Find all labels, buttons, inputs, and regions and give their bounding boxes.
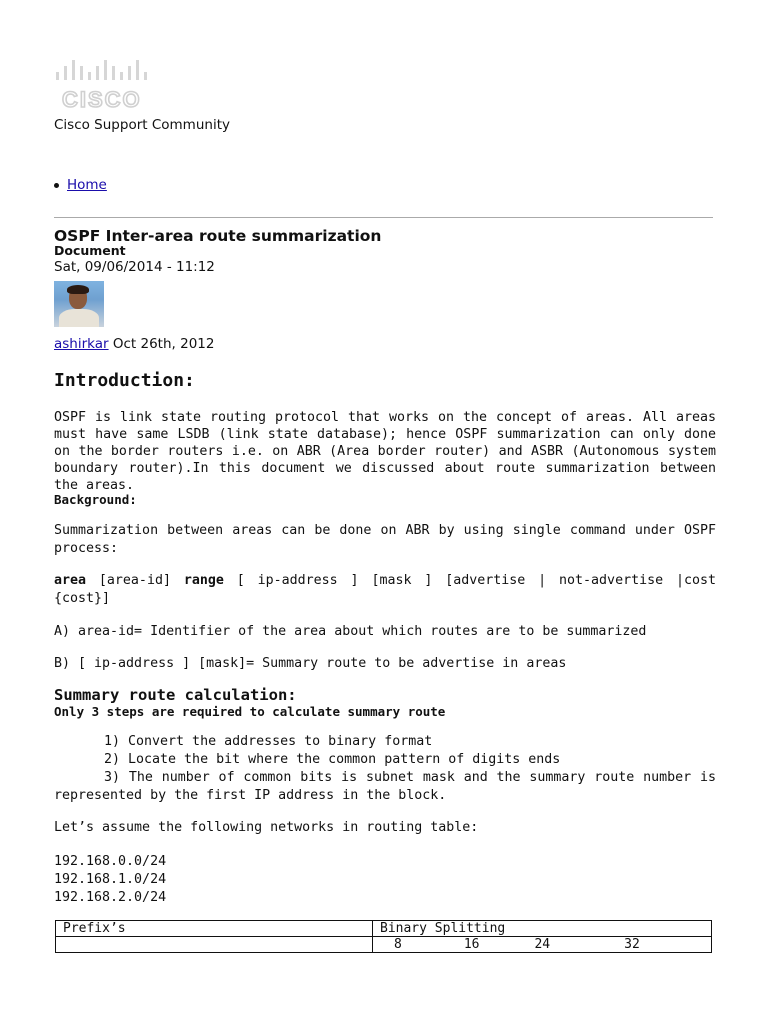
summary-heading: Summary route calculation: bbox=[54, 686, 297, 704]
intro-paragraph: OSPF is link state routing protocol that works on the concept of areas. All areas must have same LSDB (link state database); hence OSPF summarization can only done on the border routers i.e. on ABR (Area border router) and ASBR (Autonomous system boundary router).In this document we discussed about route summarization between the areas. bbox=[54, 410, 716, 493]
item-b: B) [ ip-address ] [mask]= Summary route to be advertise in areas bbox=[54, 656, 567, 671]
command-args-rest: [ ip-address ] [mask ] [advertise | not-advertise |cost {cost}] bbox=[54, 573, 717, 606]
step-1: 1) Convert the addresses to binary format bbox=[104, 734, 433, 749]
network-item: 192.168.1.0/24 bbox=[54, 872, 167, 887]
command-arg-area-id: [area-id] bbox=[86, 573, 184, 588]
network-item: 192.168.0.0/24 bbox=[54, 854, 167, 869]
divider bbox=[54, 217, 713, 218]
step-2: 2) Locate the bit where the common pattern of digits ends bbox=[104, 752, 561, 767]
table-row bbox=[56, 937, 712, 953]
background-heading: Background: bbox=[54, 492, 137, 507]
table-header-binary: Binary Splitting bbox=[373, 921, 712, 937]
assume-text: Let’s assume the following networks in routing table: bbox=[54, 820, 479, 835]
steps-intro: Only 3 steps are required to calculate summary route bbox=[54, 704, 446, 719]
table-row bbox=[56, 921, 712, 937]
bit-marker-8: 8 bbox=[394, 937, 402, 952]
table-header-prefix: Prefix’s bbox=[56, 921, 373, 937]
nav-list bbox=[54, 177, 107, 193]
step-3: 3) The number of common bits is subnet mask and the summary route number is represented by the first IP address in the block. bbox=[54, 770, 716, 803]
author-avatar[interactable] bbox=[54, 281, 104, 327]
network-item: 192.168.2.0/24 bbox=[54, 890, 167, 905]
page-title: OSPF Inter-area route summarization bbox=[54, 227, 382, 245]
item-a: A) area-id= Identifier of the area about which routes are to be summarized bbox=[54, 624, 647, 639]
command-keyword-area: area bbox=[54, 573, 87, 588]
cisco-logo bbox=[54, 58, 154, 110]
doc-type-label: Document bbox=[54, 243, 126, 258]
background-paragraph: Summarization between areas can be done on ABR by using single command under OSPF process: bbox=[54, 523, 716, 556]
bit-marker-16: 16 bbox=[463, 937, 480, 952]
intro-heading: Introduction: bbox=[54, 370, 195, 391]
cisco-logo-text: CISCO bbox=[62, 87, 142, 110]
bit-marker-32: 32 bbox=[624, 937, 640, 952]
site-name: Cisco Support Community bbox=[54, 117, 230, 133]
bit-markers bbox=[373, 937, 712, 953]
author-link[interactable]: ashirkar bbox=[54, 336, 109, 352]
bit-marker-24: 24 bbox=[534, 937, 551, 952]
author-line bbox=[54, 336, 214, 352]
table-cell-empty bbox=[56, 937, 373, 953]
author-date: Oct 26th, 2012 bbox=[112, 336, 215, 352]
command-keyword-range: range bbox=[183, 573, 224, 588]
prefix-table bbox=[55, 920, 712, 953]
command-syntax bbox=[54, 572, 716, 608]
steps-list bbox=[54, 733, 716, 805]
nav-bullet bbox=[54, 183, 59, 188]
nav-home-link[interactable]: Home bbox=[67, 177, 107, 193]
post-date: Sat, 09/06/2014 - 11:12 bbox=[54, 259, 215, 275]
network-list bbox=[54, 853, 166, 907]
